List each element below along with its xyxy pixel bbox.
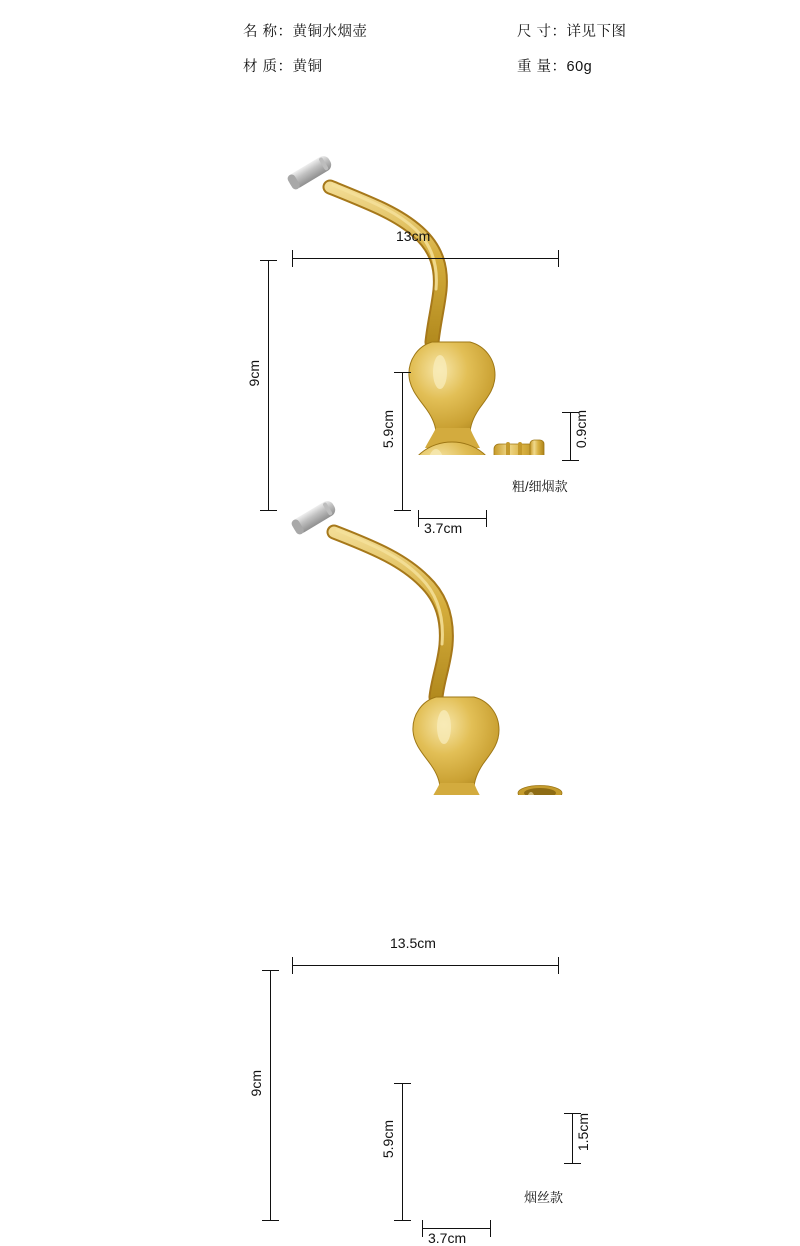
dim-label-body-height-bottom: 5.9cm bbox=[380, 1120, 396, 1159]
spec-value-size: 详见下图 bbox=[566, 24, 627, 40]
dim-label-nozzle-top: 0.9cm bbox=[573, 410, 589, 449]
dim-line-nozzle-bottom bbox=[572, 1113, 573, 1163]
dim-label-base-width-top: 3.7cm bbox=[424, 520, 463, 536]
spec-value-material: 黄铜 bbox=[292, 59, 323, 75]
dim-line-nozzle-top bbox=[570, 412, 571, 460]
spec-label-weight: 重 量： bbox=[517, 59, 567, 75]
spec-label-material: 材 质： bbox=[243, 59, 293, 75]
dim-tick-body-top-top bbox=[394, 372, 411, 373]
dim-tick-width-right-bottom bbox=[558, 957, 559, 974]
dim-tick-body-bottom-bottom bbox=[394, 1220, 411, 1221]
dim-tick-height-top-bottom bbox=[262, 970, 279, 971]
spec-row-name bbox=[243, 20, 368, 41]
dim-tick-width-left-bottom bbox=[292, 957, 293, 974]
brass-pipe-illustration-top bbox=[0, 110, 800, 455]
spec-label-name: 名 称： bbox=[243, 24, 293, 40]
caption-top: 粗/细烟款 bbox=[512, 479, 568, 494]
brass-pipe-illustration-bottom bbox=[0, 465, 800, 795]
dim-line-width-bottom bbox=[292, 965, 558, 966]
dim-tick-base-left-bottom bbox=[422, 1220, 423, 1237]
dim-line-body-height-bottom bbox=[402, 1083, 403, 1220]
dim-label-width-bottom: 13.5cm bbox=[390, 935, 436, 951]
dim-label-base-width-bottom: 3.7cm bbox=[428, 1230, 467, 1246]
dim-label-height-bottom: 9cm bbox=[248, 1070, 264, 1097]
spec-value-weight: 60g bbox=[566, 59, 593, 75]
dim-label-body-height-top: 5.9cm bbox=[380, 410, 396, 449]
dim-line-height-bottom bbox=[270, 970, 271, 1220]
dim-tick-width-left-top bbox=[292, 250, 293, 267]
dim-tick-base-right-bottom bbox=[490, 1220, 491, 1237]
dim-line-width-top bbox=[292, 258, 558, 259]
dim-tick-height-top-top bbox=[260, 260, 277, 261]
spec-header bbox=[0, 10, 800, 80]
spec-row-size bbox=[517, 20, 627, 41]
dim-label-width-top: 13cm bbox=[396, 228, 431, 244]
dim-tick-height-bottom-bottom bbox=[262, 1220, 279, 1221]
spec-row-weight bbox=[517, 55, 592, 76]
spec-row-material bbox=[243, 55, 323, 76]
dim-label-height-top: 9cm bbox=[246, 360, 262, 387]
caption-bottom: 烟丝款 bbox=[524, 1190, 564, 1205]
product-diagram-bottom bbox=[0, 465, 800, 1246]
dim-tick-width-right-top bbox=[558, 250, 559, 267]
spec-value-name: 黄铜水烟壶 bbox=[292, 24, 368, 40]
dim-tick-nozzle-bottom-top bbox=[562, 460, 579, 461]
dim-tick-body-top-bottom bbox=[394, 1083, 411, 1084]
dim-tick-nozzle-bottom-bottom bbox=[564, 1163, 581, 1164]
dim-line-base-width-bottom bbox=[422, 1228, 490, 1229]
spec-label-size: 尺 寸： bbox=[517, 24, 567, 40]
dim-label-nozzle-bottom: 1.5cm bbox=[575, 1113, 591, 1152]
product-diagram-top bbox=[0, 110, 800, 536]
